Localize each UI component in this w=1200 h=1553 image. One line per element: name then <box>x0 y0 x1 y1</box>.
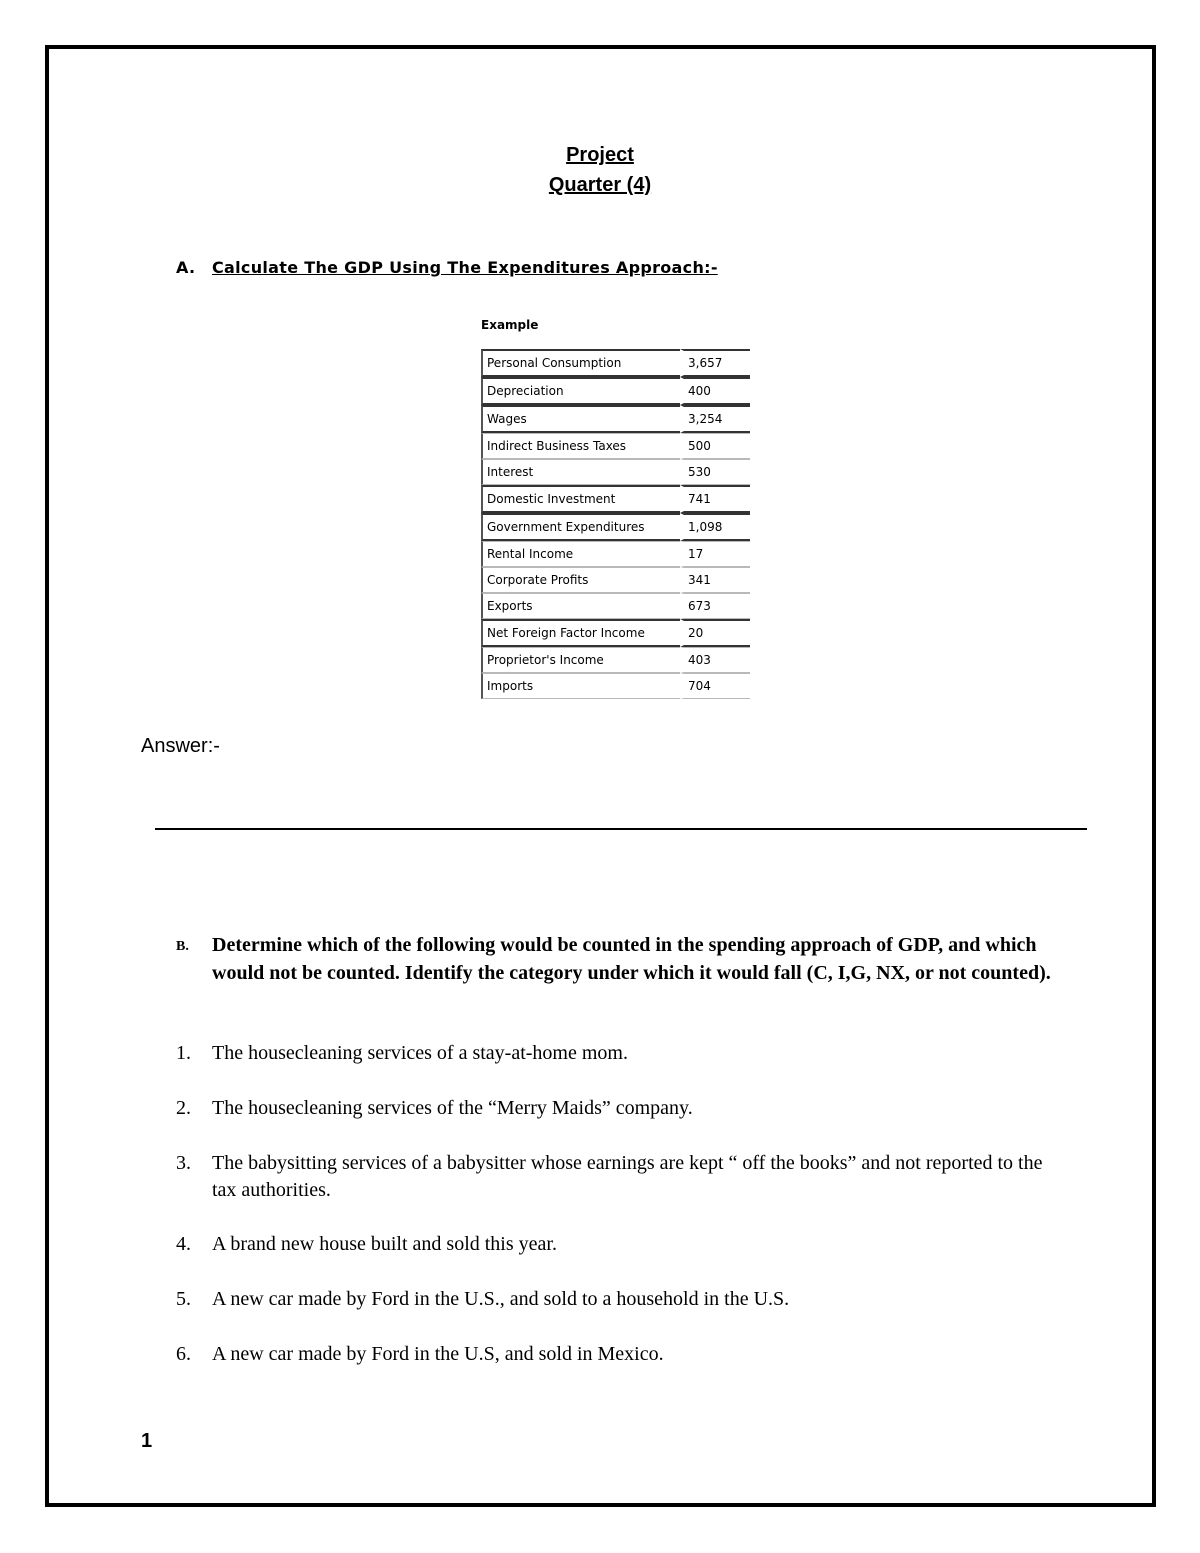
row-label: Rental Income <box>481 541 680 567</box>
item-number: 5. <box>176 1288 191 1310</box>
section-b-text: Determine which of the following would be counted in the spending approach of GDP, and which would not be counted. Identify the category under which it would fall (C, I,G, NX, or not counted). <box>212 934 1051 984</box>
row-value: 341 <box>680 567 750 593</box>
list-item <box>176 1286 1056 1313</box>
section-a-text: Calculate The GDP Using The Expenditures Approach:- <box>212 258 718 277</box>
table-row <box>481 593 750 619</box>
section-b-marker: B. <box>176 939 189 954</box>
item-number: 2. <box>176 1097 191 1119</box>
table-row <box>481 647 750 673</box>
gdp-data-table <box>481 349 750 699</box>
row-value: 673 <box>680 593 750 619</box>
list-item <box>176 1341 1056 1368</box>
row-value: 17 <box>680 541 750 567</box>
row-value: 400 <box>680 377 750 405</box>
row-label: Proprietor's Income <box>481 647 680 673</box>
row-value: 20 <box>680 619 750 647</box>
item-number: 4. <box>176 1233 191 1255</box>
list-item <box>176 1095 1056 1122</box>
title-project: Project <box>566 144 634 166</box>
row-label: Personal Consumption <box>481 349 680 377</box>
page-number: 1 <box>141 1430 153 1452</box>
item-number: 6. <box>176 1343 191 1365</box>
example-label: Example <box>481 318 539 332</box>
row-value: 1,098 <box>680 513 750 541</box>
row-value: 403 <box>680 647 750 673</box>
table-row <box>481 485 750 513</box>
row-value: 3,657 <box>680 349 750 377</box>
row-label: Wages <box>481 405 680 433</box>
row-label: Net Foreign Factor Income <box>481 619 680 647</box>
table-row <box>481 349 750 377</box>
item-text: A new car made by Ford in the U.S, and sold in Mexico. <box>212 1343 664 1365</box>
table-row <box>481 433 750 459</box>
list-item <box>176 1150 1056 1204</box>
table-row <box>481 405 750 433</box>
row-label: Indirect Business Taxes <box>481 433 680 459</box>
table-row <box>481 567 750 593</box>
answer-line <box>155 828 1087 830</box>
section-a-heading <box>176 258 718 277</box>
table-row <box>481 619 750 647</box>
table-row <box>481 541 750 567</box>
row-label: Government Expenditures <box>481 513 680 541</box>
row-label: Depreciation <box>481 377 680 405</box>
row-label: Interest <box>481 459 680 485</box>
row-label: Domestic Investment <box>481 485 680 513</box>
table-row <box>481 459 750 485</box>
table-row <box>481 513 750 541</box>
row-value: 3,254 <box>680 405 750 433</box>
item-text: The housecleaning services of the “Merry Maids” company. <box>212 1097 693 1119</box>
section-a-marker: A. <box>176 258 196 277</box>
row-label: Imports <box>481 673 680 699</box>
table-row <box>481 377 750 405</box>
row-label: Exports <box>481 593 680 619</box>
row-value: 704 <box>680 673 750 699</box>
item-number: 3. <box>176 1152 191 1174</box>
answer-label: Answer:- <box>141 735 220 757</box>
row-label: Corporate Profits <box>481 567 680 593</box>
title-quarter: Quarter (4) <box>548 174 652 196</box>
table-row <box>481 673 750 699</box>
item-text: The babysitting services of a babysitter whose earnings are kept “ off the books” and not reported to the tax authorities. <box>212 1152 1043 1201</box>
item-text: The housecleaning services of a stay-at-home mom. <box>212 1042 628 1064</box>
row-value: 500 <box>680 433 750 459</box>
item-text: A brand new house built and sold this year. <box>212 1233 557 1255</box>
item-text: A new car made by Ford in the U.S., and sold to a household in the U.S. <box>212 1288 790 1310</box>
list-item <box>176 1040 1056 1067</box>
list-item <box>176 1231 1056 1258</box>
item-number: 1. <box>176 1042 191 1064</box>
row-value: 530 <box>680 459 750 485</box>
section-b-heading <box>176 931 1056 987</box>
row-value: 741 <box>680 485 750 513</box>
